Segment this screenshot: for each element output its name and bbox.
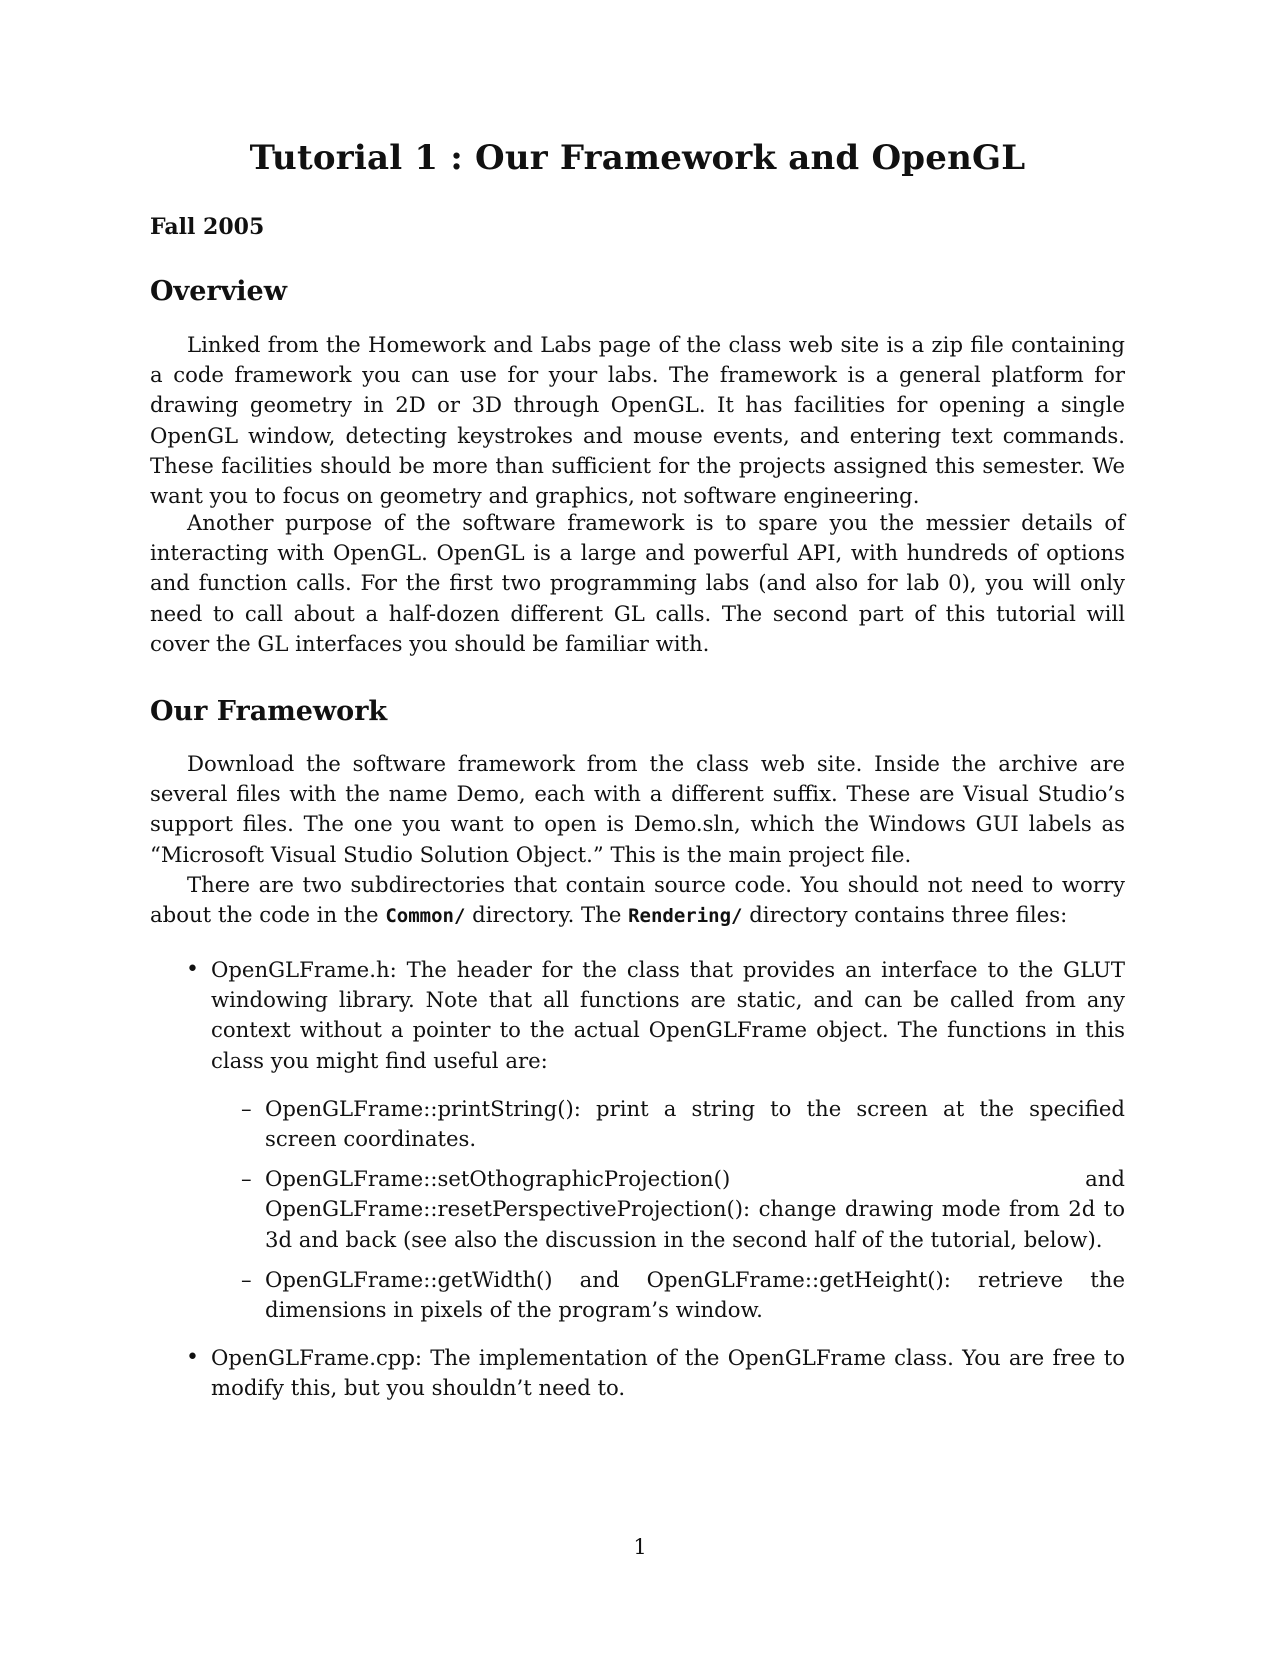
- sub-item-text: OpenGLFrame::printString(): print a string to the screen at the specified screen coordinates.: [265, 1095, 1125, 1152]
- document-date: Fall 2005: [150, 214, 265, 240]
- document-title: Tutorial 1 : Our Framework and OpenGL: [249, 138, 1026, 178]
- files-list: [150, 955, 1125, 1404]
- overview-paragraph-1: Linked from the Homework and Labs page of the class web site is a zip file containing a code framework you can use for your labs. The framework is a general platform for drawing geometry in 2D or 3D through OpenGL. It has facilities for opening a single OpenGL window, detecting keystrokes and mouse events, and entering text commands. These facilities should be more than sufficient for the projects assigned this semester. We want you to focus on geometry and graphics, not software engineering.: [150, 332, 1125, 509]
- dash-icon: –: [241, 1266, 252, 1292]
- sub-item-text: OpenGLFrame::getWidth() and OpenGLFrame::getHeight(): retrieve the dimensions in pixels of the program’s window.: [265, 1266, 1125, 1323]
- sub-item-text: OpenGLFrame::setOthographicProjection() and OpenGLFrame::resetPerspectiveProjection(): change drawing mode from 2d to 3d and back (see also the discussion in the second half of the tutorial, below).: [265, 1166, 1125, 1252]
- framework-paragraph-2: [150, 870, 1125, 931]
- overview-heading: Overview: [150, 276, 287, 307]
- framework-paragraph-1: Download the software framework from the class web site. Inside the archive are several files with the name Demo, each with a different suffix. These are Visual Studio’s support files. The one you want to open is Demo.sln, which the Windows GUI labels as “Microsoft Visual Studio Solution Object.” This is the main project file.: [150, 751, 1125, 867]
- page-number: 1: [633, 1535, 647, 1559]
- dash-icon: –: [241, 1095, 252, 1121]
- function-sublist: [211, 1094, 1125, 1325]
- paragraph-text-part: directory contains three files:: [742, 902, 1068, 928]
- bullet-icon: •: [186, 1345, 199, 1371]
- list-item-text: OpenGLFrame.h: The header for the class that provides an interface to the GLUT windowing library. Note that all functions are static, and can be called from any context without a pointer to the actual OpenGLFrame object. The functions in this class you might find useful are:: [211, 957, 1125, 1073]
- sub-item-dimensions: [211, 1265, 1125, 1325]
- overview-paragraph-2: Another purpose of the software framework is to spare you the messier details of interacting with OpenGL. OpenGL is a large and powerful API, with hundreds of options and function calls. For the first two programming labs (and also for lab 0), you will only need to call about a half-dozen different GL calls. The second part of this tutorial will cover the GL interfaces you should be familiar with.: [150, 510, 1125, 656]
- paragraph-text-part: There are two subdirectories that contain source code. You should not need to worry about the code in the: [150, 872, 1125, 928]
- list-item-text: OpenGLFrame.cpp: The implementation of the OpenGLFrame class. You are free to modify this, but you shouldn’t need to.: [211, 1345, 1125, 1401]
- paragraph-text-part: directory. The: [465, 902, 629, 928]
- sub-item-print-string: [211, 1094, 1125, 1154]
- dash-icon: –: [241, 1166, 252, 1192]
- list-item-opengl-frame-h: [150, 955, 1125, 1325]
- framework-heading: Our Framework: [150, 696, 388, 727]
- common-directory-code: Common/: [385, 905, 466, 928]
- sub-item-projection: [211, 1164, 1125, 1255]
- bullet-icon: •: [186, 957, 199, 982]
- rendering-directory-code: Rendering/: [628, 905, 743, 928]
- list-item-opengl-frame-cpp: [150, 1343, 1125, 1403]
